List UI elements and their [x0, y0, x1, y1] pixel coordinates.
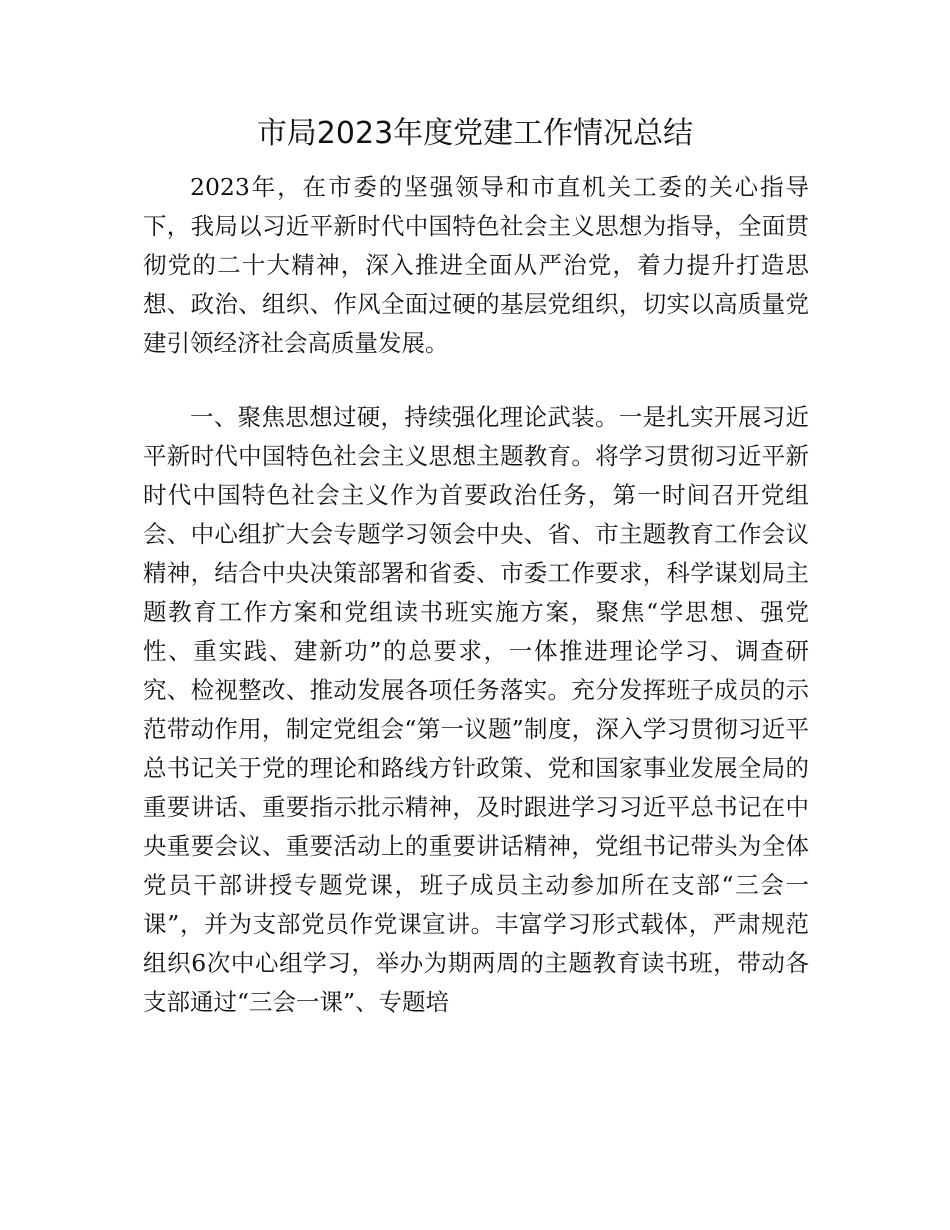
document-title: 市局2023年度党建工作情况总结 — [256, 116, 694, 151]
intro-paragraph: 2023年，在市委的坚强领导和市直机关工委的关心指导下，我局以习近平新时代中国特色社会主义思想为指导，全面贯彻党的二十大精神，深入推进全面从严治党，着力提升打造思想、政治、组织、作风全面过硬的基层党组织，切实以高质量党建引领经济社会高质量发展。 — [143, 173, 809, 357]
section-one-paragraph: 一、聚焦思想过硬，持续强化理论武装。一是扎实开展习近平新时代中国特色社会主义思想主题教育。将学习贯彻习近平新时代中国特色社会主义作为首要政治任务，第一时间召开党组会、中心组扩大会专题学习领会中央、省、市主题教育工作会议精神，结合中央决策部署和省委、市委工作要求，科学谋划局主题教育工作方案和党组读书班实施方案，聚焦“学思想、强党性、重实践、建新功”的总要求，一体推进理论学习、调查研究、检视整改、推动发展各项任务落实。充分发挥班子成员的示范带动作用，制定党组会“第一议题”制度，深入学习贯彻习近平总书记关于党的理论和路线方针政策、党和国家事业发展全局的重要讲话、重要指示批示精神，及时跟进学习习近平总书记在中央重要会议、重要活动上的重要讲话精神，党组书记带头为全体党员干部讲授专题党课，班子成员主动参加所在支部“三会一课”，并为支部党员作党课宣讲。丰富学习形式载体，严肃规范组织6次中心组学习，举办为期两周的主题教育读书班，带动各支部通过“三会一课”、专题培 — [143, 403, 809, 1016]
